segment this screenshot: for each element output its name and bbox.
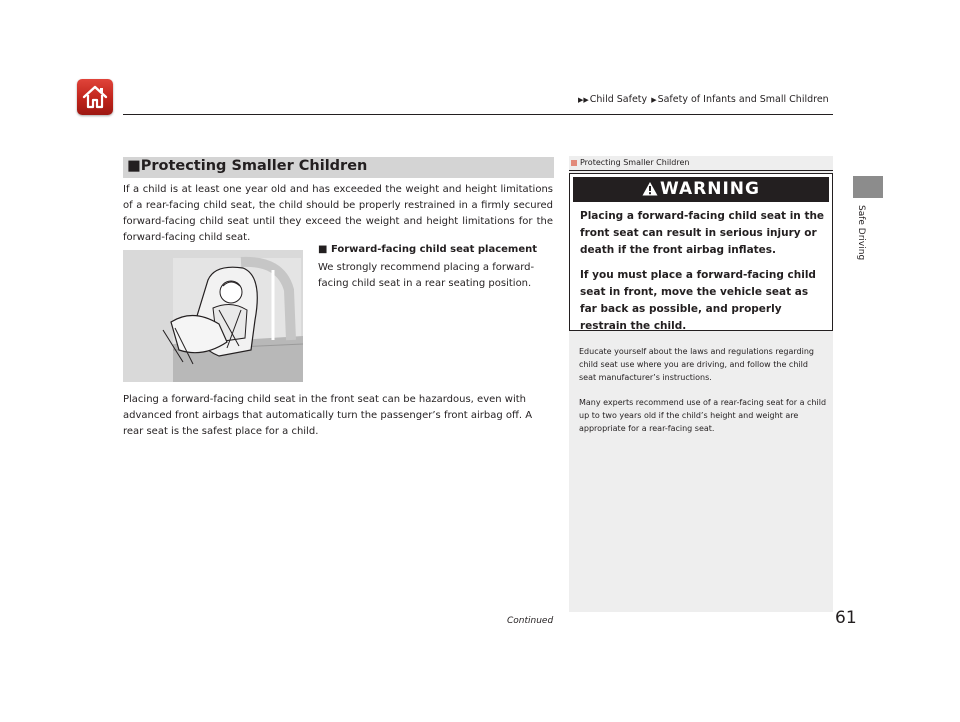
sidebar-notes bbox=[569, 156, 833, 612]
subheading bbox=[318, 244, 537, 255]
warning-title: WARNING bbox=[660, 179, 760, 199]
child-seat-image bbox=[123, 250, 303, 382]
subheading-square-icon: ■ bbox=[318, 244, 328, 255]
warning-triangle-icon bbox=[642, 181, 658, 197]
section-heading-bar bbox=[123, 157, 554, 178]
home-icon bbox=[77, 79, 113, 115]
continued-label: Continued bbox=[507, 616, 554, 626]
closing-paragraph: Placing a forward-facing child seat in the front seat can be hazardous, even with advanced front airbags that automatically turn the passenger’s front airbag off. A rear seat is the safest place for a child. bbox=[123, 394, 533, 437]
section-title-text: Protecting Smaller Children bbox=[140, 158, 368, 174]
chapter-tab-label[interactable]: Safe Driving bbox=[856, 205, 866, 261]
breadcrumb-item-child-safety[interactable]: Child Safety bbox=[589, 94, 648, 105]
breadcrumb-arrow-icon: ▶▶ bbox=[578, 96, 589, 104]
page-number: 61 bbox=[835, 608, 857, 628]
warning-paragraph-2: If you must place a forward-facing child seat in front, move the vehicle seat as far back as possible, and properly restrain the child. bbox=[580, 269, 816, 332]
warning-paragraph-1: Placing a forward-facing child seat in the front seat can result in serious injury or death if the front airbag inflates. bbox=[580, 210, 825, 256]
sidebar-note-1: Educate yourself about the laws and regulations regarding child seat use where you are driving, and follow the child seat manufacturer’s instructions. bbox=[579, 347, 814, 382]
sidebar-header bbox=[569, 156, 833, 171]
subheading-text: Forward-facing child seat placement bbox=[330, 244, 538, 255]
home-button[interactable] bbox=[77, 79, 113, 115]
chapter-tab-marker bbox=[853, 176, 883, 198]
sidebar-marker-icon bbox=[571, 160, 577, 166]
sidebar-header-text: Protecting Smaller Children bbox=[580, 158, 690, 167]
child-seat-illustration bbox=[123, 250, 303, 382]
breadcrumb-item-infants[interactable]: Safety of Infants and Small Children bbox=[657, 94, 829, 105]
placement-paragraph: We strongly recommend placing a forward-facing child seat in a rear seating position. bbox=[318, 262, 535, 289]
sidebar-note-2: Many experts recommend use of a rear-facing seat for a child up to two years old if the child’s height and weight are appropriate for a rear-facing seat. bbox=[579, 398, 827, 433]
breadcrumb-arrow-icon: ▶ bbox=[651, 96, 657, 104]
warning-banner bbox=[573, 177, 829, 202]
section-square-icon: ■ bbox=[127, 158, 141, 174]
warning-box bbox=[569, 173, 833, 331]
intro-paragraph: If a child is at least one year old and has exceeded the weight and height limitations of a rear-facing child seat, the child should be properly restrained in a firmly secured forward-facing child seat until they exceed the weight and height limitations for the forward-facing child seat. bbox=[123, 184, 553, 243]
breadcrumb bbox=[577, 94, 829, 105]
header-rule bbox=[123, 114, 833, 115]
section-title bbox=[127, 158, 367, 174]
